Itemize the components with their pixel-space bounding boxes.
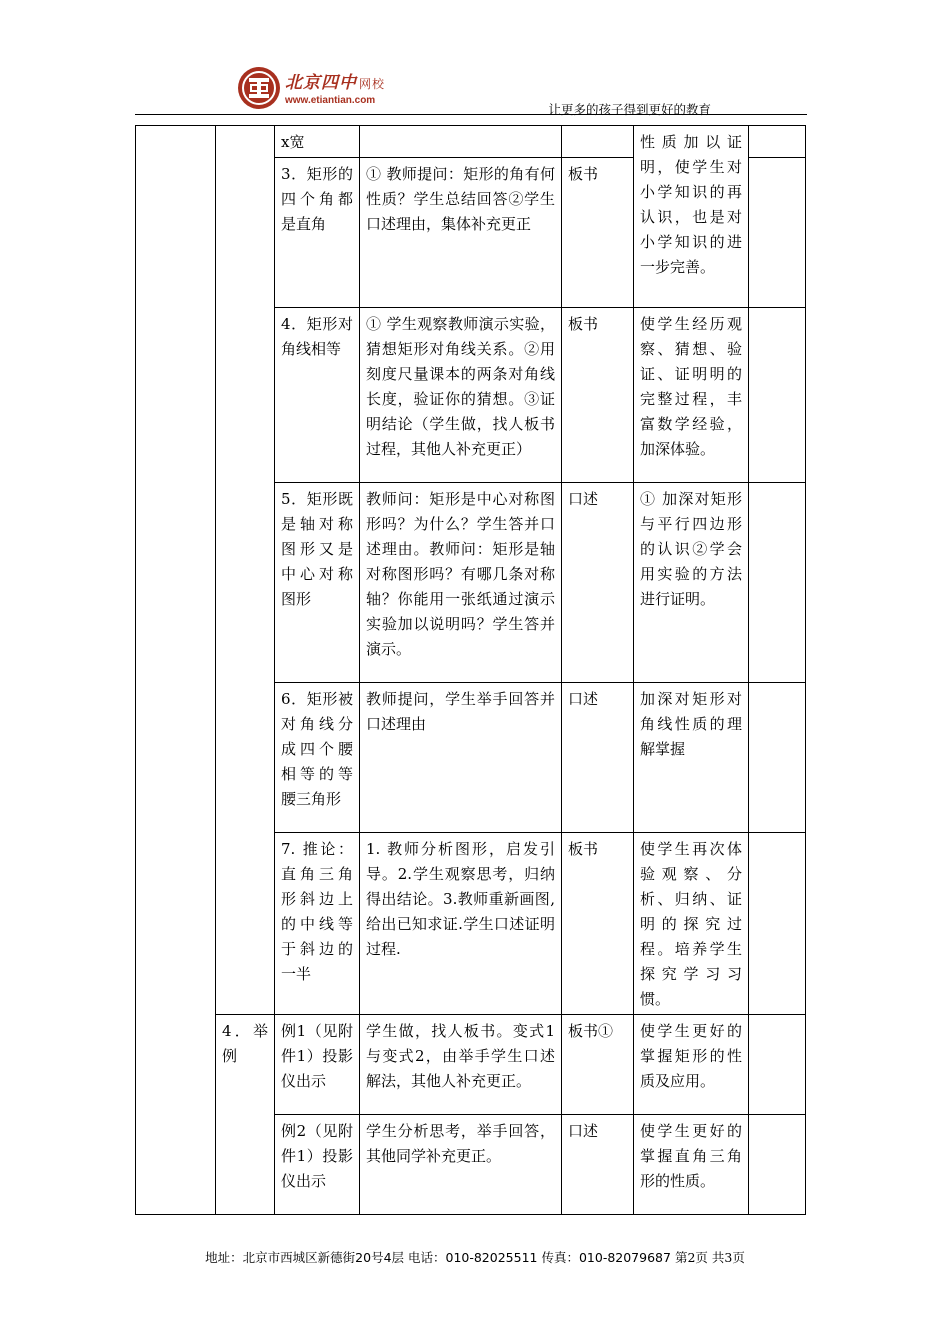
table-cell — [562, 126, 634, 158]
table-cell: 5．矩形既是轴对称图形又是中心对称图形 — [275, 483, 360, 683]
page-footer — [0, 1248, 950, 1266]
page-header — [135, 64, 807, 118]
lesson-table — [135, 125, 806, 1215]
table-cell — [749, 483, 806, 683]
table-cell: 6．矩形被对角线分成四个腰相等的等腰三角形 — [275, 683, 360, 833]
table-cell: 教师提问，学生举手回答并口述理由 — [360, 683, 562, 833]
table-cell — [749, 1015, 806, 1115]
school-seal-icon — [237, 66, 281, 110]
table-cell: 性质加以证明，使学生对小学知识的再认识，也是对小学知识的进一步完善。 — [634, 126, 749, 308]
table-cell: 学生做，找人板书。变式1与变式2，由举手学生口述解法，其他人补充更正。 — [360, 1015, 562, 1115]
brand-sub: 网校 — [359, 77, 386, 91]
table-cell: 板书 — [562, 833, 634, 1015]
table-cell: 7. 推论：直角三角形斜边上的中线等于斜边的一半 — [275, 833, 360, 1015]
footer-page-number: 第2页 共3页 — [674, 1250, 745, 1265]
table-cell — [749, 126, 806, 158]
table-cell — [749, 683, 806, 833]
table-cell: ① 加深对矩形与平行四边形的认识②学会用实验的方法进行证明。 — [634, 483, 749, 683]
table-cell: 使学生更好的掌握矩形的性质及应用。 — [634, 1015, 749, 1115]
table-cell: 口述 — [562, 683, 634, 833]
brand-name: 北京四中 — [285, 73, 357, 93]
table-cell: 使学生更好的掌握直角三角形的性质。 — [634, 1115, 749, 1215]
table-row — [136, 126, 806, 158]
table-cell: ① 教师提问：矩形的角有何性质？学生总结回答②学生口述理由，集体补充更正 — [360, 158, 562, 308]
table-cell: 口述 — [562, 483, 634, 683]
table-cell: 4．举例 — [216, 1015, 275, 1215]
table-cell: 例1（见附件1）投影仪出示 — [275, 1015, 360, 1115]
table-cell — [749, 158, 806, 308]
table-cell: 1. 教师分析图形，启发引导。2.学生观察思考，归纳得出结论。3.教师重新画图,给出已知求证.学生口述证明过程. — [360, 833, 562, 1015]
table-cell: 口述 — [562, 1115, 634, 1215]
table-cell — [136, 126, 216, 1215]
table-cell — [360, 126, 562, 158]
table-cell: 学生分析思考，举手回答，其他同学补充更正。 — [360, 1115, 562, 1215]
slogan: 让更多的孩子得到更好的教育 — [548, 102, 711, 117]
brand-block — [285, 68, 385, 106]
table-cell — [216, 126, 275, 1015]
table-cell: 板书 — [562, 158, 634, 308]
table-cell: 教师问：矩形是中心对称图形吗？为什么？学生答并口述理由。教师问：矩形是轴对称图形吗？有哪几条对称轴？你能用一张纸通过演示实验加以说明吗？学生答并演示。 — [360, 483, 562, 683]
brand-url: www.etiantian.com — [285, 95, 376, 106]
header-divider — [135, 114, 807, 115]
table-cell: 4．矩形对角线相等 — [275, 308, 360, 483]
table-cell: 板书① — [562, 1015, 634, 1115]
table-cell: x宽 — [275, 126, 360, 158]
table-cell: 板书 — [562, 308, 634, 483]
footer-address: 地址：北京市西城区新德街20号4层 电话：010-82025511 传真：010-82079687 — [205, 1250, 671, 1265]
table-cell: 3．矩形的四个角都是直角 — [275, 158, 360, 308]
table-cell: 使学生经历观察、猜想、验证、证明明的完整过程，丰富数学经验，加深体验。 — [634, 308, 749, 483]
table-cell: ① 学生观察教师演示实验，猜想矩形对角线关系。②用刻度尺量课本的两条对角线长度，验证你的猜想。③证明结论（学生做，找人板书过程，其他人补充更正） — [360, 308, 562, 483]
table-row — [136, 1015, 806, 1115]
table-cell — [749, 308, 806, 483]
table-cell: 使学生再次体验观察、分析、归纳、证明的探究过程。培养学生探究学习习惯。 — [634, 833, 749, 1015]
table-cell: 加深对矩形对角线性质的理解掌握 — [634, 683, 749, 833]
table-cell — [749, 1115, 806, 1215]
table-cell — [749, 833, 806, 1015]
table-cell: 例2（见附件1）投影仪出示 — [275, 1115, 360, 1215]
